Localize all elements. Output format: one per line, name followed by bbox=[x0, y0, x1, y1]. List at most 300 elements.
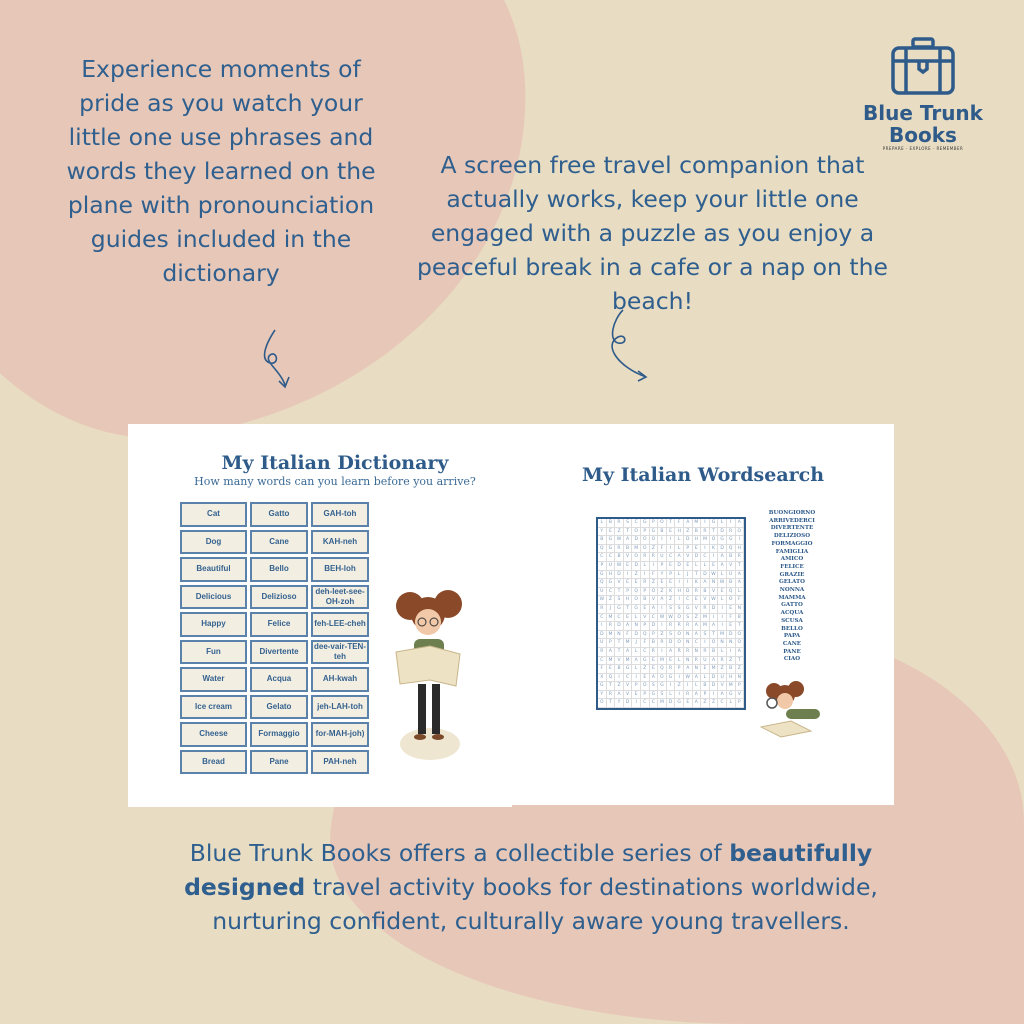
girl-lying-illustration bbox=[756, 679, 826, 739]
grid-letter: E bbox=[650, 657, 659, 666]
grid-letter: F bbox=[598, 665, 607, 674]
word-list-item: NONNA bbox=[779, 587, 805, 594]
grid-letter: B bbox=[598, 536, 607, 545]
grid-letter: A bbox=[650, 605, 659, 614]
grid-letter: C bbox=[607, 553, 616, 562]
grid-letter: V bbox=[684, 553, 693, 562]
grid-letter: U bbox=[727, 571, 736, 580]
grid-letter: F bbox=[624, 631, 633, 640]
italian-word: Felice bbox=[250, 612, 308, 637]
dictionary-subtitle: How many words can you learn before you arrive? bbox=[194, 475, 476, 488]
word-list-item: BELLO bbox=[781, 625, 803, 632]
grid-letter: D bbox=[718, 528, 727, 537]
dictionary-row bbox=[180, 585, 369, 610]
grid-letter: A bbox=[693, 674, 702, 683]
grid-letter: U bbox=[701, 657, 710, 666]
grid-letter: O bbox=[675, 631, 684, 640]
grid-letter: P bbox=[641, 691, 650, 700]
grid-letter: I bbox=[684, 579, 693, 588]
grid-letter: L bbox=[718, 571, 727, 580]
grid-letter: M bbox=[658, 699, 667, 708]
grid-letter: B bbox=[701, 682, 710, 691]
grid-letter: G bbox=[684, 605, 693, 614]
grid-letter: Z bbox=[727, 657, 736, 666]
grid-letter: T bbox=[736, 657, 745, 666]
dictionary-row bbox=[180, 750, 369, 775]
grid-letter: R bbox=[667, 665, 676, 674]
pronunciation: AH-kwah bbox=[311, 667, 369, 692]
grid-letter: Z bbox=[658, 588, 667, 597]
grid-letter: V bbox=[624, 682, 633, 691]
grid-letter: R bbox=[607, 622, 616, 631]
english-word: Fun bbox=[180, 640, 247, 665]
grid-letter: O bbox=[736, 528, 745, 537]
grid-letter: I bbox=[632, 699, 641, 708]
grid-letter: R bbox=[684, 648, 693, 657]
grid-letter: B bbox=[727, 553, 736, 562]
grid-letter: G bbox=[641, 519, 650, 528]
grid-letter: W bbox=[710, 571, 719, 580]
grid-letter: I bbox=[701, 519, 710, 528]
grid-letter: B bbox=[701, 588, 710, 597]
grid-letter: D bbox=[615, 571, 624, 580]
word-list-item: MAMMA bbox=[778, 594, 806, 601]
grid-letter: G bbox=[675, 699, 684, 708]
dictionary-row bbox=[180, 557, 369, 582]
grid-letter: B bbox=[624, 545, 633, 554]
grid-letter: A bbox=[650, 674, 659, 683]
grid-letter: Z bbox=[701, 699, 710, 708]
english-word: Water bbox=[180, 667, 247, 692]
grid-letter: A bbox=[736, 571, 745, 580]
grid-letter: D bbox=[667, 699, 676, 708]
grid-letter: N bbox=[710, 579, 719, 588]
grid-letter: J bbox=[607, 605, 616, 614]
grid-letter: R bbox=[675, 648, 684, 657]
grid-letter: I bbox=[736, 536, 745, 545]
pronunciation: KAH-neh bbox=[311, 530, 369, 555]
grid-letter: A bbox=[667, 648, 676, 657]
grid-letter: R bbox=[650, 553, 659, 562]
grid-letter: W bbox=[710, 596, 719, 605]
grid-letter: I bbox=[667, 536, 676, 545]
grid-letter: O bbox=[641, 682, 650, 691]
grid-letter: V bbox=[727, 562, 736, 571]
grid-letter: I bbox=[684, 682, 693, 691]
grid-letter: Q bbox=[641, 631, 650, 640]
grid-letter: U bbox=[718, 674, 727, 683]
grid-letter: F bbox=[658, 545, 667, 554]
grid-letter: P bbox=[684, 545, 693, 554]
grid-letter: V bbox=[624, 691, 633, 700]
right-caption: A screen free travel companion that actually works, keep your little one engaged with a puzzle as you enjoy a peaceful break in a cafe or a nap on the beach! bbox=[417, 151, 888, 315]
grid-letter: I bbox=[701, 639, 710, 648]
grid-letter: O bbox=[650, 536, 659, 545]
grid-letter: R bbox=[693, 657, 702, 666]
grid-letter: Q bbox=[658, 665, 667, 674]
grid-letter: R bbox=[615, 545, 624, 554]
grid-letter: E bbox=[693, 596, 702, 605]
grid-letter: T bbox=[667, 519, 676, 528]
grid-letter: O bbox=[650, 588, 659, 597]
grid-letter: I bbox=[718, 622, 727, 631]
grid-letter: O bbox=[641, 545, 650, 554]
grid-letter: L bbox=[675, 657, 684, 666]
english-word: Delicious bbox=[180, 585, 247, 610]
grid-letter: E bbox=[727, 622, 736, 631]
grid-letter: R bbox=[718, 657, 727, 666]
grid-letter: D bbox=[667, 639, 676, 648]
pronunciation: feh-LEE-cheh bbox=[311, 612, 369, 637]
grid-letter: I bbox=[632, 674, 641, 683]
pronunciation: jeh-LAH-toh bbox=[311, 695, 369, 720]
grid-letter: D bbox=[632, 562, 641, 571]
grid-letter: O bbox=[710, 639, 719, 648]
grid-letter: P bbox=[675, 665, 684, 674]
grid-letter: I bbox=[718, 605, 727, 614]
word-list-item: FELICE bbox=[780, 563, 804, 570]
grid-letter: R bbox=[667, 622, 676, 631]
grid-letter: G bbox=[718, 536, 727, 545]
grid-letter: P bbox=[736, 699, 745, 708]
grid-letter: B bbox=[615, 553, 624, 562]
english-word: Cat bbox=[180, 502, 247, 527]
dictionary-row bbox=[180, 612, 369, 637]
grid-letter: Z bbox=[684, 528, 693, 537]
grid-letter: B bbox=[650, 639, 659, 648]
trunk-icon bbox=[888, 36, 958, 98]
grid-letter: G bbox=[710, 519, 719, 528]
grid-letter: T bbox=[624, 605, 633, 614]
grid-letter: A bbox=[710, 657, 719, 666]
grid-letter: S bbox=[667, 605, 676, 614]
grid-letter: I bbox=[701, 545, 710, 554]
grid-letter: T bbox=[710, 528, 719, 537]
grid-letter: B bbox=[658, 528, 667, 537]
grid-letter: O bbox=[641, 536, 650, 545]
grid-letter: E bbox=[667, 579, 676, 588]
grid-letter: V bbox=[615, 579, 624, 588]
grid-letter: W bbox=[615, 562, 624, 571]
grid-letter: S bbox=[675, 605, 684, 614]
grid-letter: Z bbox=[658, 631, 667, 640]
grid-letter: C bbox=[650, 699, 659, 708]
word-list-item: PAPA bbox=[783, 633, 801, 640]
grid-letter: E bbox=[607, 528, 616, 537]
grid-letter: H bbox=[607, 571, 616, 580]
grid-letter: I bbox=[667, 682, 676, 691]
grid-letter: M bbox=[658, 657, 667, 666]
grid-letter: V bbox=[650, 596, 659, 605]
grid-letter: G bbox=[650, 691, 659, 700]
grid-letter: A bbox=[718, 562, 727, 571]
word-list-item: DELIZIOSO bbox=[773, 533, 811, 540]
grid-letter: S bbox=[650, 682, 659, 691]
grid-letter: L bbox=[718, 596, 727, 605]
grid-letter: I bbox=[675, 596, 684, 605]
grid-letter: Y bbox=[615, 699, 624, 708]
grid-letter: V bbox=[710, 588, 719, 597]
grid-letter: D bbox=[710, 674, 719, 683]
grid-letter: U bbox=[607, 562, 616, 571]
grid-letter: Q bbox=[727, 588, 736, 597]
grid-letter: L bbox=[718, 519, 727, 528]
grid-letter: A bbox=[693, 622, 702, 631]
grid-letter: E bbox=[667, 562, 676, 571]
italian-word: Acqua bbox=[250, 667, 308, 692]
grid-letter: A bbox=[736, 648, 745, 657]
grid-letter: E bbox=[650, 665, 659, 674]
grid-letter: D bbox=[684, 536, 693, 545]
grid-letter: R bbox=[693, 588, 702, 597]
grid-letter: T bbox=[693, 571, 702, 580]
girl-with-map-illustration bbox=[390, 584, 470, 764]
grid-letter: V bbox=[615, 657, 624, 666]
grid-letter: M bbox=[701, 622, 710, 631]
grid-letter: G bbox=[598, 682, 607, 691]
grid-letter: P bbox=[658, 562, 667, 571]
grid-letter: V bbox=[641, 614, 650, 623]
grid-letter: S bbox=[684, 614, 693, 623]
grid-letter: T bbox=[615, 639, 624, 648]
english-word: Bread bbox=[180, 750, 247, 775]
grid-letter: M bbox=[607, 631, 616, 640]
grid-letter: H bbox=[675, 528, 684, 537]
grid-letter: T bbox=[607, 699, 616, 708]
grid-letter: E bbox=[684, 699, 693, 708]
grid-letter: P bbox=[607, 639, 616, 648]
grid-letter: R bbox=[684, 622, 693, 631]
grid-letter: Z bbox=[615, 682, 624, 691]
grid-letter: B bbox=[607, 519, 616, 528]
grid-letter: X bbox=[598, 674, 607, 683]
grid-letter: A bbox=[710, 622, 719, 631]
grid-letter: N bbox=[736, 605, 745, 614]
grid-letter: O bbox=[598, 699, 607, 708]
grid-letter: Z bbox=[675, 682, 684, 691]
grid-letter: L bbox=[675, 571, 684, 580]
curly-arrow-icon bbox=[255, 325, 300, 395]
grid-letter: N bbox=[615, 631, 624, 640]
grid-letter: B bbox=[693, 528, 702, 537]
grid-letter: C bbox=[598, 657, 607, 666]
grid-letter: T bbox=[615, 648, 624, 657]
grid-letter: T bbox=[624, 528, 633, 537]
dictionary-row bbox=[180, 695, 369, 720]
grid-letter: A bbox=[658, 596, 667, 605]
grid-letter: R bbox=[701, 605, 710, 614]
grid-letter: P bbox=[667, 571, 676, 580]
italian-word: Delizioso bbox=[250, 585, 308, 610]
grid-letter: T bbox=[710, 631, 719, 640]
grid-letter: H bbox=[675, 588, 684, 597]
grid-letter: R bbox=[701, 528, 710, 537]
grid-letter: N bbox=[684, 639, 693, 648]
grid-letter: K bbox=[710, 545, 719, 554]
grid-letter: L bbox=[675, 545, 684, 554]
grid-letter: N bbox=[736, 674, 745, 683]
grid-letter: R bbox=[615, 519, 624, 528]
grid-letter: Q bbox=[598, 545, 607, 554]
grid-letter: P bbox=[650, 519, 659, 528]
grid-letter: C bbox=[641, 648, 650, 657]
word-list-item: SCUSA bbox=[781, 617, 803, 624]
grid-letter: P bbox=[736, 682, 745, 691]
grid-letter: L bbox=[701, 562, 710, 571]
grid-letter: I bbox=[667, 545, 676, 554]
grid-letter: E bbox=[624, 614, 633, 623]
grid-letter: D bbox=[718, 545, 727, 554]
grid-letter: R bbox=[736, 553, 745, 562]
english-word: Ice cream bbox=[180, 695, 247, 720]
dictionary-row bbox=[180, 530, 369, 555]
grid-letter: B bbox=[736, 614, 745, 623]
pronunciation: dee-vair-TEN-teh bbox=[311, 640, 369, 665]
grid-letter: C bbox=[650, 614, 659, 623]
grid-letter: Y bbox=[598, 691, 607, 700]
grid-letter: T bbox=[736, 562, 745, 571]
grid-letter: A bbox=[693, 631, 702, 640]
grid-letter: M bbox=[701, 536, 710, 545]
grid-letter: O bbox=[632, 528, 641, 537]
grid-letter: P bbox=[624, 588, 633, 597]
grid-letter: N bbox=[693, 665, 702, 674]
grid-letter: M bbox=[718, 631, 727, 640]
grid-letter: P bbox=[632, 682, 641, 691]
grid-letter: P bbox=[598, 562, 607, 571]
grid-letter: I bbox=[710, 691, 719, 700]
grid-letter: A bbox=[675, 553, 684, 562]
grid-letter: A bbox=[684, 519, 693, 528]
grid-letter: O bbox=[736, 631, 745, 640]
grid-letter: B bbox=[615, 665, 624, 674]
grid-letter: M bbox=[607, 657, 616, 666]
grid-letter: L bbox=[693, 682, 702, 691]
grid-letter: C bbox=[624, 674, 633, 683]
grid-letter: W bbox=[658, 614, 667, 623]
grid-letter: C bbox=[701, 553, 710, 562]
grid-letter: D bbox=[598, 631, 607, 640]
grid-letter: M bbox=[701, 614, 710, 623]
grid-letter: T bbox=[607, 682, 616, 691]
grid-letter: K bbox=[667, 588, 676, 597]
grid-letter: G bbox=[624, 665, 633, 674]
grid-letter: V bbox=[718, 682, 727, 691]
word-list-item: GATTO bbox=[781, 602, 803, 609]
grid-letter: Y bbox=[598, 528, 607, 537]
grid-letter: F bbox=[641, 639, 650, 648]
grid-letter: R bbox=[598, 648, 607, 657]
pronunciation: for-MAH-joh) bbox=[311, 722, 369, 747]
grid-letter: Z bbox=[693, 614, 702, 623]
dictionary-table bbox=[177, 499, 372, 777]
grid-letter: O bbox=[675, 614, 684, 623]
grid-letter: O bbox=[632, 553, 641, 562]
grid-letter: R bbox=[598, 605, 607, 614]
grid-letter: G bbox=[667, 674, 676, 683]
grid-letter: Z bbox=[615, 528, 624, 537]
word-list-item: BUONGIORNO bbox=[768, 510, 816, 516]
dictionary-title: My Italian Dictionary bbox=[221, 452, 449, 474]
grid-letter: I bbox=[675, 691, 684, 700]
grid-letter: N bbox=[684, 657, 693, 666]
grid-letter: I bbox=[727, 519, 736, 528]
grid-letter: H bbox=[693, 536, 702, 545]
grid-letter: C bbox=[607, 588, 616, 597]
grid-letter: U bbox=[598, 639, 607, 648]
grid-letter: C bbox=[632, 519, 641, 528]
grid-letter: I bbox=[675, 674, 684, 683]
grid-letter: C bbox=[667, 553, 676, 562]
dictionary-page bbox=[128, 424, 512, 807]
grid-letter: O bbox=[675, 639, 684, 648]
grid-letter: E bbox=[607, 665, 616, 674]
grid-letter: I bbox=[650, 562, 659, 571]
grid-letter: H bbox=[727, 674, 736, 683]
grid-letter: Z bbox=[710, 699, 719, 708]
grid-letter: P bbox=[650, 631, 659, 640]
grid-letter: U bbox=[598, 588, 607, 597]
grid-letter: O bbox=[658, 519, 667, 528]
italian-word: Gelato bbox=[250, 695, 308, 720]
pronunciation: BEH-loh bbox=[311, 557, 369, 582]
grid-letter: G bbox=[641, 657, 650, 666]
grid-letter: C bbox=[718, 699, 727, 708]
grid-letter: I bbox=[727, 648, 736, 657]
grid-letter: E bbox=[718, 588, 727, 597]
grid-letter: I bbox=[624, 571, 633, 580]
grid-letter: R bbox=[658, 639, 667, 648]
grid-letter: A bbox=[624, 648, 633, 657]
grid-letter: F bbox=[675, 519, 684, 528]
grid-letter: I bbox=[675, 579, 684, 588]
dictionary-row bbox=[180, 640, 369, 665]
grid-letter: Z bbox=[632, 571, 641, 580]
grid-letter: O bbox=[727, 596, 736, 605]
grid-letter: V bbox=[736, 691, 745, 700]
grid-letter: D bbox=[632, 631, 641, 640]
grid-letter: G bbox=[632, 605, 641, 614]
grid-letter: O bbox=[736, 639, 745, 648]
grid-letter: D bbox=[615, 622, 624, 631]
word-list-item: FORMAGGIO bbox=[771, 540, 813, 547]
grid-letter: D bbox=[710, 682, 719, 691]
grid-letter: W bbox=[684, 674, 693, 683]
curly-arrow-icon bbox=[598, 305, 653, 385]
grid-letter: I bbox=[658, 648, 667, 657]
grid-letter: S bbox=[658, 691, 667, 700]
grid-letter: S bbox=[667, 631, 676, 640]
grid-letter: S bbox=[615, 596, 624, 605]
word-list-item: GRAZIE bbox=[779, 571, 805, 578]
grid-letter: G bbox=[607, 579, 616, 588]
grid-letter: E bbox=[632, 691, 641, 700]
word-list-item: AMICO bbox=[780, 556, 804, 563]
grid-letter: E bbox=[624, 562, 633, 571]
italian-word: Formaggio bbox=[250, 722, 308, 747]
grid-letter: E bbox=[658, 579, 667, 588]
grid-letter: T bbox=[736, 622, 745, 631]
grid-letter: E bbox=[632, 579, 641, 588]
grid-letter: A bbox=[615, 691, 624, 700]
grid-letter: L bbox=[727, 699, 736, 708]
grid-letter: Z bbox=[607, 596, 616, 605]
blue-trunk-books-logo: Blue Trunk Books PREPARE · EXPLORE · REMEMBER bbox=[862, 36, 984, 151]
grid-letter: E bbox=[684, 562, 693, 571]
grid-letter: R bbox=[641, 553, 650, 562]
grid-letter: C bbox=[598, 553, 607, 562]
grid-letter: O bbox=[632, 596, 641, 605]
